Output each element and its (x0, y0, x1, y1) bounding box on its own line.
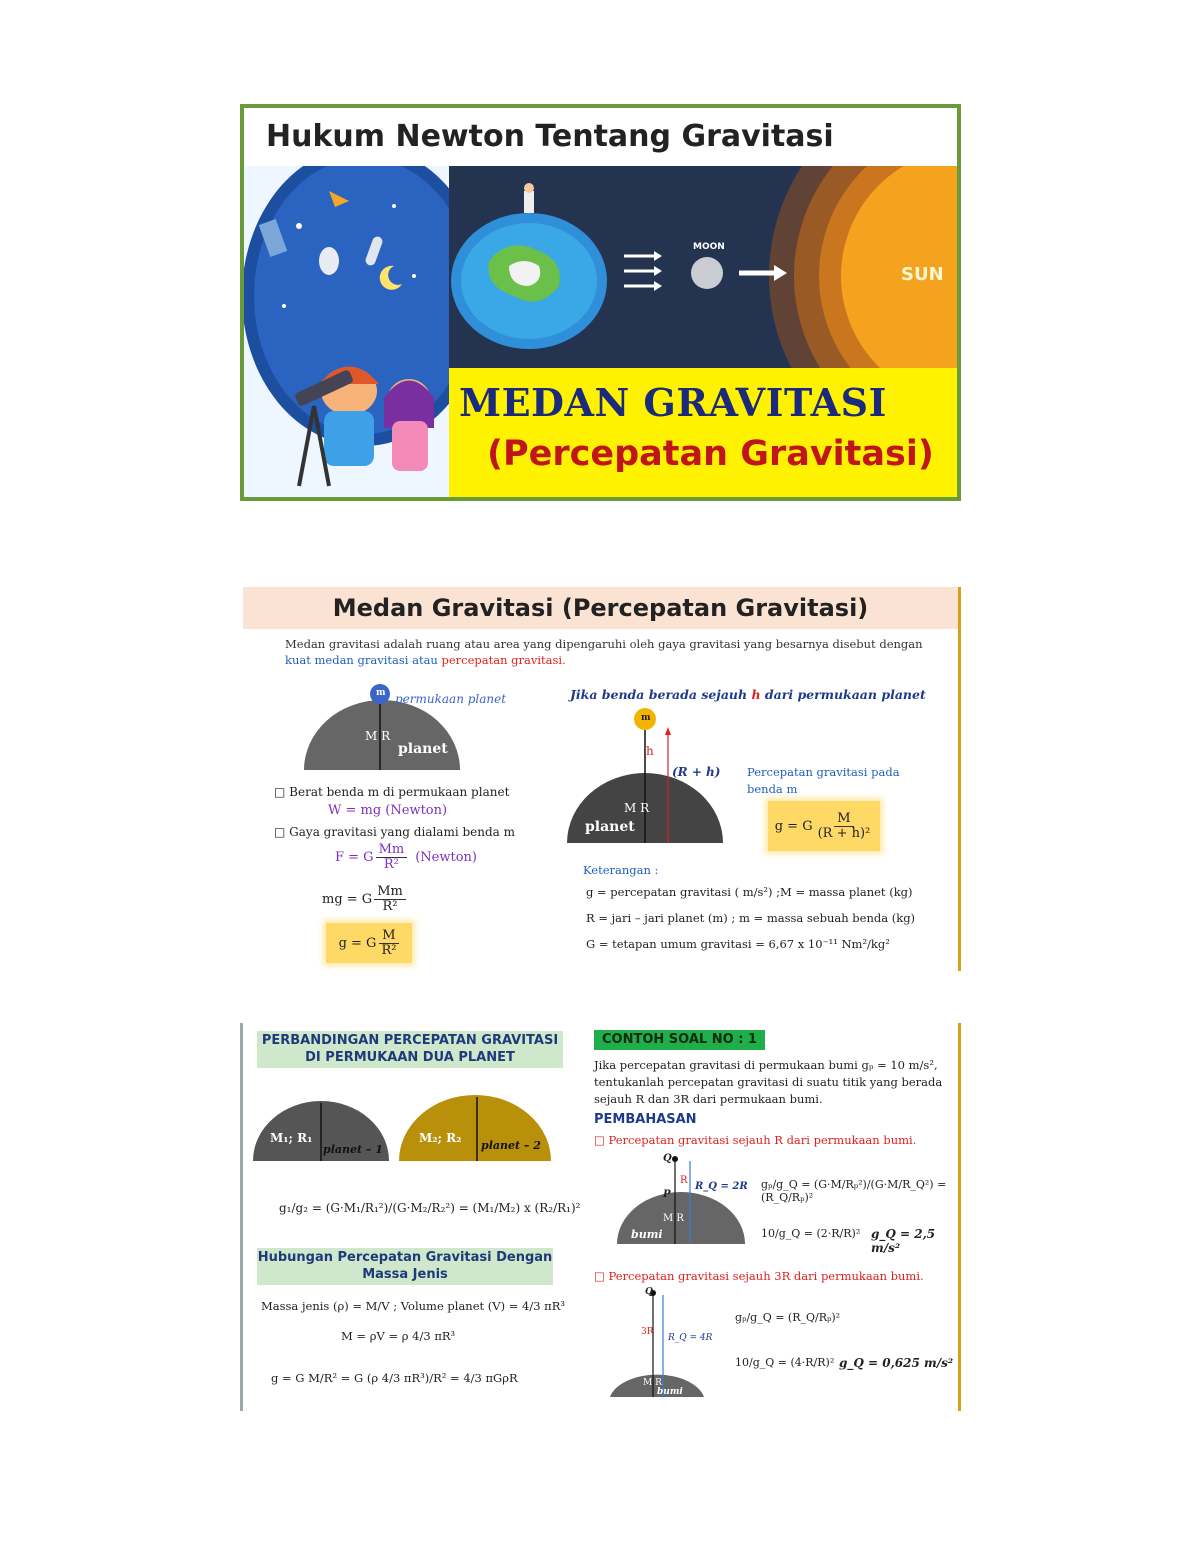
accel-text-1: Percepatan gravitasi pada (747, 765, 900, 779)
right-planet-label: planet (585, 819, 635, 835)
force-unit: (Newton) (415, 849, 477, 865)
problem-line-1: Jika percepatan gravitasi di permukaan bumi gₚ = 10 m/s², (594, 1058, 938, 1072)
checkbox-icon: □ (594, 1133, 605, 1147)
planet2-mass-radius: M₂; R₂ (419, 1131, 462, 1145)
g1-num: M (379, 929, 398, 944)
case1-mr-label: M R (663, 1213, 684, 1224)
density-heading-1: Hubungan Percepatan Gravitasi Dengan (257, 1250, 553, 1265)
ratio-equation: g₁/g₂ = (G·M₁/R₁²)/(G·M₂/R₂²) = (M₁/M₂) x (R₂/R₁)² (279, 1201, 581, 1215)
weight-equation: W = mg (Newton) (328, 803, 448, 818)
note-2: R = jari – jari planet (m) ; m = massa sebuah benda (kg) (586, 911, 916, 925)
right-heading (570, 687, 926, 702)
bullet-weight-text: Berat benda m di permukaan planet (289, 785, 510, 799)
earth-moon-sun-icon (449, 166, 961, 368)
right-heading-h: h (751, 687, 761, 702)
slide2-title: Medan Gravitasi (Percepatan Gravitasi) (243, 587, 958, 629)
mass-line: M = ρV = ρ 4/3 πR³ (341, 1329, 456, 1343)
note-1: g = percepatan gravitasi ( m/s²) ;M = massa planet (kg) (586, 885, 913, 899)
density-heading (257, 1248, 553, 1285)
g2-lhs: g = G (774, 818, 813, 834)
sun-label: SUN (901, 264, 944, 285)
left-m-label: m (376, 688, 386, 698)
mg-fraction (374, 885, 406, 913)
mg-num: Mm (374, 885, 406, 900)
case2-diagram (608, 1287, 718, 1399)
moon-label: MOON (693, 242, 725, 252)
slide-title (240, 104, 961, 501)
g2-den: (R + h)² (817, 825, 871, 841)
intro-line-2b: percepatan gravitasi. (441, 653, 566, 667)
kids-telescope-illustration (244, 166, 449, 501)
right-heading-b: dari permukaan planet (760, 687, 926, 702)
checkbox-icon: □ (274, 825, 286, 839)
kids-telescope-icon (244, 166, 449, 501)
g-surface-formula-box (326, 923, 412, 963)
mg-lhs: mg = G (322, 891, 373, 907)
earth-moon-sun-illustration (449, 166, 961, 368)
right-rh-label: (R + h) (672, 765, 721, 779)
left-mr-label: M R (365, 729, 391, 743)
case2-heading (594, 1269, 924, 1283)
g1-fraction (378, 929, 399, 957)
mg-equation (322, 885, 406, 913)
planet1-mass-radius: M₁; R₁ (270, 1131, 313, 1145)
bullet-weight (274, 785, 509, 799)
case2-result: g_Q = 0,625 m/s² (839, 1356, 954, 1370)
case2-eq2: 10/g_Q = (4·R/R)² (735, 1356, 835, 1369)
note-3: G = tetapan umum gravitasi = 6,67 x 10⁻¹¹ Nm²/kg² (586, 937, 890, 951)
pembahasan-label: PEMBAHASAN (594, 1112, 697, 1127)
planet2-name: planet – 2 (481, 1139, 541, 1152)
case2-mr-label: M R (643, 1378, 662, 1388)
compare-heading-1: PERBANDINGAN PERCEPATAN GRAVITASI (261, 1033, 559, 1048)
g1-lhs: g = G (338, 935, 377, 951)
problem-line-2: tentukanlah percepatan gravitasi di suatu titik yang berada (594, 1075, 943, 1089)
case1-heading-text: Percepatan gravitasi sejauh R dari permukaan bumi. (608, 1133, 917, 1147)
g1-den: R² (381, 942, 397, 958)
banner-subtitle: (Percepatan Gravitasi) (487, 434, 934, 474)
compare-heading (257, 1031, 563, 1068)
slide-gravity-field (240, 587, 961, 971)
intro-line-2 (285, 653, 566, 667)
keterangan-label: Keterangan : (583, 863, 659, 877)
surface-label: permukaan planet (395, 692, 507, 706)
left-planet-label: planet (398, 741, 448, 757)
case1-result: g_Q = 2,5 m/s² (871, 1227, 936, 1255)
slide-comparison-example (240, 1023, 961, 1411)
g2-num: M (834, 812, 853, 827)
example-label: CONTOH SOAL NO : 1 (594, 1030, 765, 1050)
case1-r-label: R (680, 1175, 688, 1186)
case2-bumi-label: bumi (657, 1387, 683, 1397)
g-density-line: g = G M/R² = G (ρ 4/3 πR³)/R² = 4/3 πGρR (271, 1371, 518, 1385)
bullet-force (274, 825, 515, 839)
two-planets-diagram (251, 1093, 561, 1163)
force-den: R² (383, 856, 399, 872)
case2-rq-label: R_Q = 4R (668, 1333, 713, 1343)
case2-3r-label: 3R (641, 1327, 654, 1337)
case1-p-label: P (663, 1189, 671, 1200)
force-equation (335, 843, 477, 871)
right-mr-label: M R (624, 801, 650, 815)
bullet-force-text: Gaya gravitasi yang dialami benda m (289, 825, 516, 839)
compare-heading-2: DI PERMUKAAN DUA PLANET (305, 1050, 515, 1065)
banner-title: MEDAN GRAVITASI (459, 380, 887, 425)
case1-q-label: Q (663, 1153, 672, 1164)
intro-line-2a: kuat medan gravitasi atau (285, 653, 442, 667)
slide1-title: Hukum Newton Tentang Gravitasi (244, 108, 957, 166)
force-lhs: F = G (335, 849, 374, 865)
intro-line-1: Medan gravitasi adalah ruang atau area yang dipengaruhi oleh gaya gravitasi yang besarnya disebut dengan (285, 637, 923, 651)
slide1-banner (449, 368, 961, 501)
case2-heading-text: Percepatan gravitasi sejauh 3R dari permukaan bumi. (608, 1269, 924, 1283)
case1-eq2: 10/g_Q = (2·R/R)² (761, 1227, 861, 1240)
force-num: Mm (376, 843, 408, 858)
case2-eq1: gₚ/g_Q = (R_Q/Rₚ)² (735, 1311, 841, 1324)
mg-den: R² (382, 898, 398, 914)
density-heading-2: Massa Jenis (362, 1267, 448, 1282)
checkbox-icon: □ (274, 785, 286, 799)
planet1-name: planet – 1 (323, 1143, 383, 1156)
force-fraction (376, 843, 408, 871)
checkbox-icon: □ (594, 1269, 605, 1283)
g-height-formula-box (768, 801, 880, 851)
problem-line-3: sejauh R dan 3R dari permukaan bumi. (594, 1092, 823, 1106)
case1-rq-label: R_Q = 2R (695, 1181, 748, 1192)
case1-bumi-label: bumi (631, 1228, 663, 1241)
case1-eq1: gₚ/g_Q = (G·M/Rₚ²)/(G·M/R_Q²) = (R_Q/Rₚ)² (761, 1178, 947, 1204)
right-h-label: h (646, 744, 654, 758)
right-heading-a: Jika benda berada sejauh (570, 687, 752, 702)
accel-text-2: benda m (747, 782, 798, 796)
case1-heading (594, 1133, 916, 1147)
g2-fraction (815, 812, 874, 840)
case2-q-label: Q (645, 1287, 653, 1297)
density-line: Massa jenis (ρ) = M/V ; Volume planet (V) = 4/3 πR³ (261, 1299, 566, 1313)
right-m-label: m (641, 713, 651, 723)
